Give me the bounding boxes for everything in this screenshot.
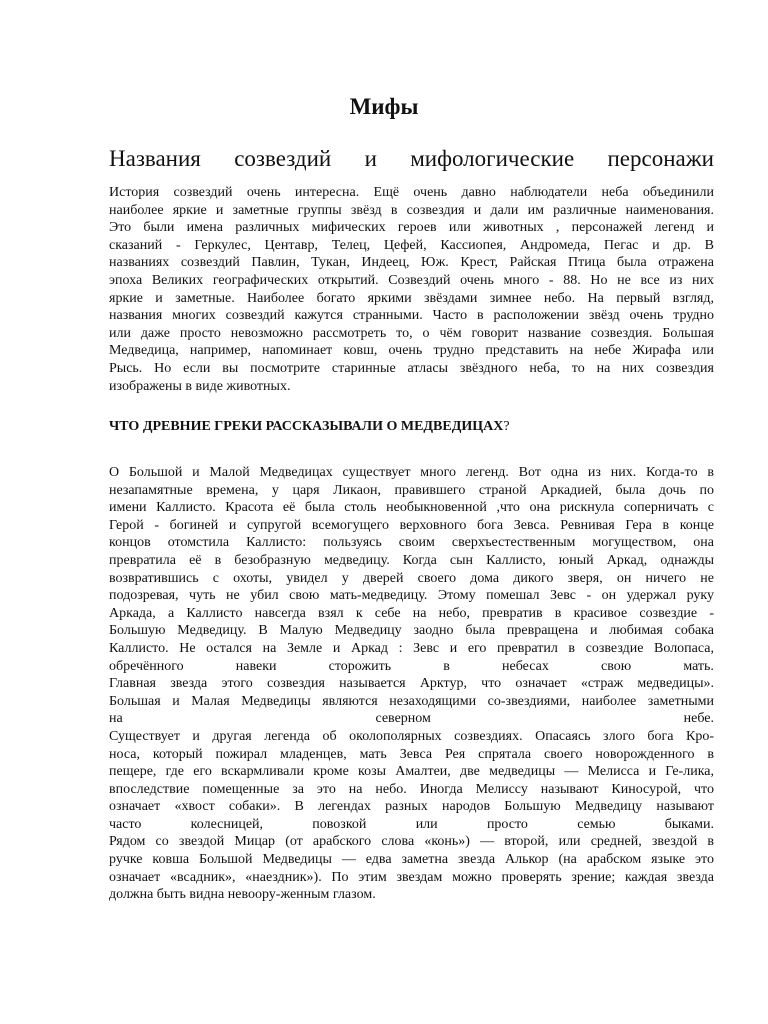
- text-line: История созвездий очень интересна. Ещё очень давно наблюдатели неба объединили: [109, 185, 714, 200]
- text-line: названия многих созвездий кажутся странными. Часто в расположении звёзд очень трудно: [109, 308, 714, 324]
- text-line: превратила её в безобразную медведицу. Когда сын Каллисто, юный Аркад, однажды: [109, 552, 714, 568]
- text-line: означает «хвост собаки». В легендах разных народов Большую Медведицу называют: [109, 799, 714, 815]
- subtitle-word: созвездий: [234, 146, 332, 171]
- text-line: Большую Медведицу. В Малую Медведицу заодно была превращена и любимая собака: [109, 623, 714, 639]
- text-line: должна быть видна невоору-женным глазом.: [109, 887, 376, 903]
- text-line: эпоха Великих географических открытий. Созвездий очень много - 88. Но не все из них: [109, 272, 714, 288]
- intro-paragraph: [109, 184, 714, 395]
- text-line: изображены в виде животных.: [109, 378, 291, 394]
- subtitle-word: и: [364, 146, 377, 171]
- text-line: или даже просто невозможно рассмотреть то, о чём говорит название созвездия. Большая: [109, 325, 714, 341]
- subtitle-word: мифологические: [410, 146, 575, 171]
- text-line: возвратившись с охоты, увидел у дверей своего дома дикого зверя, он ничего не: [109, 570, 714, 586]
- text-line: Рысь. Но если вы посмотрите старинные атласы звёздного неба, то на них созвездия: [109, 360, 714, 376]
- text-line: Большая и Малая Медведицы являются незаходящими со-звездиями, наиболее заметными: [109, 693, 714, 709]
- text-line: концов отомстила Каллисто: пользуясь своим сверхъестественным могуществом, она: [109, 535, 714, 551]
- text-line: Медведица, например, напоминает ковш, очень трудно представить на небе Жирафа или: [109, 343, 714, 359]
- subtitle-word: персонажи: [607, 146, 714, 171]
- subtitle-word: Названия: [109, 146, 201, 171]
- text-line: означает «всадник», «наездник»). По этим звездам можно проверять зрение; каждая звезда: [109, 869, 714, 885]
- text-line: наиболее яркие и заметные группы звёзд в созвездия и дали им различные наименования.: [109, 202, 714, 218]
- text-line: имени Каллисто. Красота её была столь необыкновенной ,что она рискнула соперничать с: [109, 500, 714, 516]
- text-line: Главная звезда этого созвездия называется Арктур, что означает «страж медведицы».: [109, 676, 714, 692]
- text-line: впоследствие помещенные за это на небо. Иногда Мелиссу называют Киносурой, что: [109, 781, 714, 797]
- text-line: подозревая, чуть не убил свою мать-медведицу. Этому помешал Зевс - он удержал руку: [109, 588, 714, 604]
- text-line: пещере, где его вскармливали кроме козы Амалтеи, две медведицы — Мелисса и Ге-лика,: [109, 764, 714, 780]
- section-heading: ЧТО ДРЕВНИЕ ГРЕКИ РАССКАЗЫВАЛИ О МЕДВЕДИЦАХ?: [109, 419, 510, 434]
- text-line: Каллисто. Не остался на Земле и Аркад : Зевс и его превратил в созвездие Волопаса,: [109, 640, 714, 656]
- page-subtitle: [109, 145, 714, 173]
- text-line: Существует и другая легенда об околополярных созвездиях. Опасаясь злого бога Кро-: [109, 728, 714, 744]
- text-line: ручке ковша Большой Медведицы — едва заметна звезда Алькор (на арабском языке это: [109, 852, 714, 868]
- text-line: носа, который пожирал младенцев, мать Зевса Рея спрятала своего новорожденного в: [109, 746, 714, 762]
- text-line: обречённого навеки сторожить в небесах свою мать.: [109, 658, 714, 674]
- text-line: сказаний - Геркулес, Центавр, Телец, Цефей, Кассиопея, Андромеда, Пегас и др. В: [109, 237, 714, 253]
- text-line: часто колесницей, повозкой или просто семью быками.: [109, 816, 714, 832]
- text-line: Рядом со звездой Мицар (от арабского слова «конь») — второй, или средней, звездой в: [109, 834, 714, 850]
- legend-paragraph: [109, 464, 714, 904]
- text-line: О Большой и Малой Медведицах существует много легенд. Вот одна из них. Когда-то в: [109, 465, 714, 480]
- text-line: незапамятные времена, у царя Ликаон, правившего страной Аркадией, была дочь по: [109, 482, 714, 498]
- text-line: названиях созвездий Павлин, Тукан, Индеец, Юж. Крест, Райская Птица была отражена: [109, 255, 714, 271]
- page-title: Мифы: [349, 94, 419, 119]
- text-line: Герой - богиней и супругой всемогущего верховного бога Зевса. Ревнивая Гера в конце: [109, 517, 714, 533]
- text-line: на северном небе.: [109, 711, 714, 727]
- text-line: Это были имена различных мифических героев или животных , персонажей легенд и: [109, 220, 714, 236]
- text-line: яркие и заметные. Наиболее богато яркими звёздами зимнее небо. На первый взгляд,: [109, 290, 714, 306]
- text-line: Аркада, а Каллисто навсегда взял к себе на небо, превратив в красивое созвездие -: [109, 605, 714, 621]
